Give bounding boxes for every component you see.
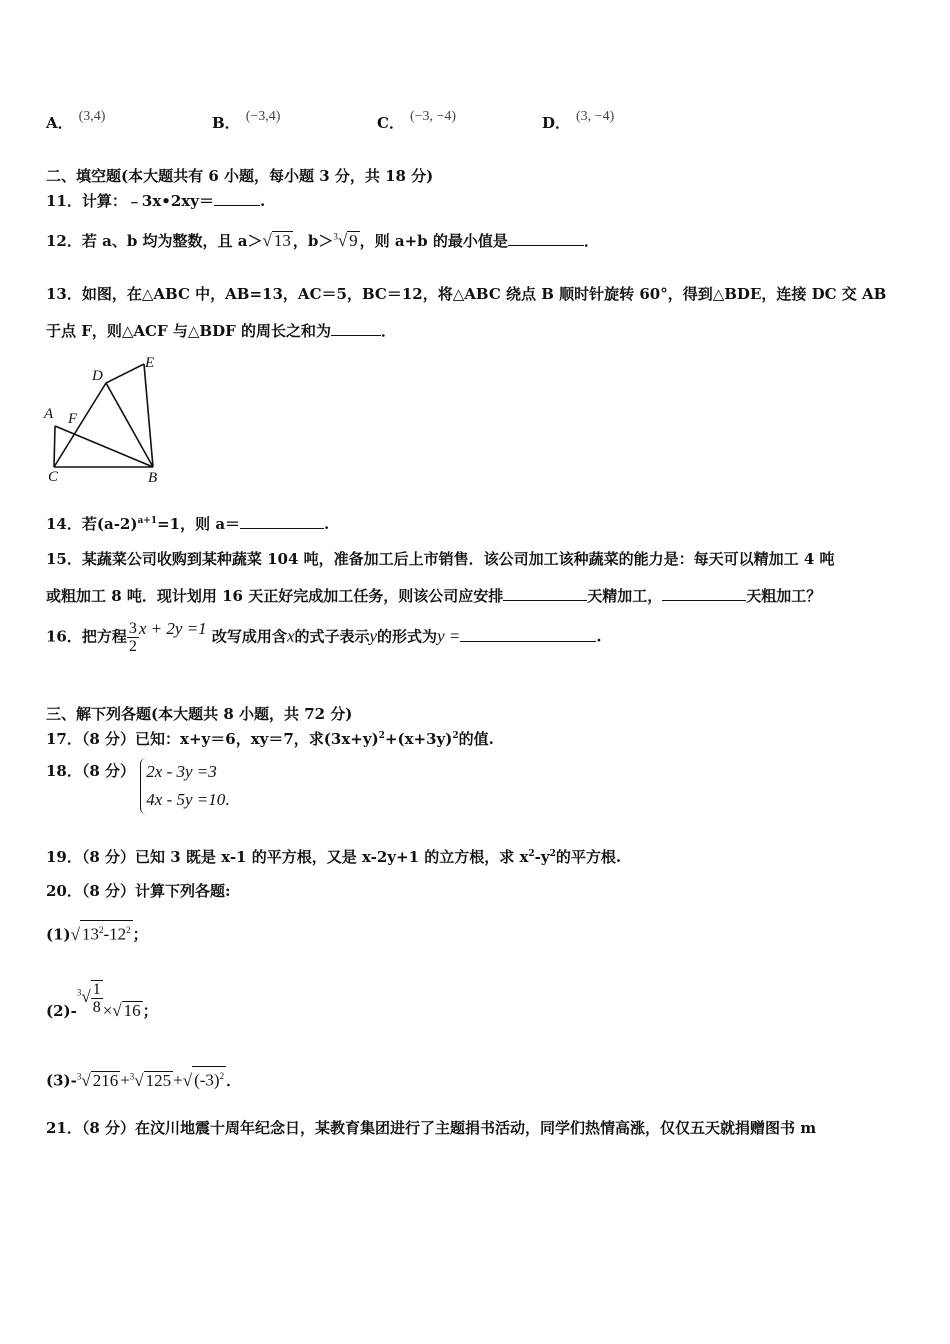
q18-equation-2: 4x - 5y =10 xyxy=(146,790,226,809)
q17-exponent-2: 2 xyxy=(452,731,459,741)
q14-end: . xyxy=(324,515,330,533)
question-19 xyxy=(46,846,621,867)
q12-text3: ，则 a+b 的最小值是 xyxy=(359,232,508,250)
q12-cbrt: $^3$√ 9 xyxy=(333,231,358,250)
q20-p2-denominator: 8 xyxy=(92,999,101,1016)
q12-end: ． xyxy=(583,232,599,250)
q14-exponent: a+1 xyxy=(137,516,158,526)
segment-de xyxy=(106,364,144,383)
option-a xyxy=(46,109,106,133)
q20-p3-plus-2: + xyxy=(173,1070,183,1090)
q17-score: （8 分） xyxy=(81,730,136,748)
q16-x-variable: x xyxy=(286,626,295,646)
q20-p2-root-index: 3 xyxy=(76,987,82,998)
q21-score: （8 分） xyxy=(81,1119,136,1137)
q20-p3-cbrt-2: $^3$√ 125 xyxy=(129,1070,172,1090)
question-12 xyxy=(46,230,599,251)
q16-fraction-denominator: 2 xyxy=(128,638,137,655)
q20-p3-root-index-2: 3 xyxy=(129,1071,135,1081)
q11-answer-blank xyxy=(214,191,260,206)
q12-text2: ，b＞ xyxy=(292,232,334,250)
q15-number: 15． xyxy=(46,550,82,568)
q17-number: 17． xyxy=(46,730,82,748)
q16-end: . xyxy=(596,627,602,646)
q17-mid: +(x+3y) xyxy=(384,730,453,748)
q20-p3-radical xyxy=(192,1066,226,1090)
q12-sqrt: √ 13 xyxy=(262,231,291,250)
question-21 xyxy=(46,1117,816,1138)
q18-equation-1: 2x - 3y =3 xyxy=(146,762,217,781)
option-b-value: (−3,4) xyxy=(245,109,281,124)
option-a-letter: A． xyxy=(46,114,73,132)
q20-p3-radicand-1: 216 xyxy=(92,1070,119,1090)
q15-text-line2c: 天粗加工？ xyxy=(746,587,822,605)
q13-end: ． xyxy=(380,322,396,340)
q12-root-index: 3 xyxy=(333,231,338,242)
q14-prefix: 若(a-2) xyxy=(81,515,138,533)
q11-prefix: 计算： xyxy=(81,192,127,210)
q17-exponent-1: 2 xyxy=(378,731,385,741)
label-b: B xyxy=(148,470,158,485)
q13-text-line1: 如图，在△ABC 中，AB=13，AC＝5，BC＝12，将△ABC 绕点 B 顺时针旋转 60°，得到△BDE，连接 DC 交 AB xyxy=(81,285,887,303)
q18-equation-system xyxy=(140,758,229,814)
q18-end: . xyxy=(225,790,230,809)
q20-p1-label: (1) xyxy=(46,925,71,944)
question-16 xyxy=(46,620,602,655)
q14-mid: =1，则 a＝ xyxy=(157,515,241,533)
q20-p3-exponent: 2 xyxy=(219,1071,225,1081)
question-17 xyxy=(46,728,494,749)
q20-part-3 xyxy=(46,1066,241,1091)
q20-p3-end: ． xyxy=(226,1071,242,1090)
q20-part-2 xyxy=(46,980,158,1020)
option-b-letter: B． xyxy=(212,114,240,132)
q21-number: 21． xyxy=(46,1119,82,1137)
q20-p3-root-index-1: 3 xyxy=(76,1071,82,1081)
label-f: F xyxy=(68,411,78,427)
segment-dc xyxy=(54,383,106,467)
q13-text-line2: 于点 F，则△ACF 与△BDF 的周长之和为 xyxy=(46,322,331,340)
question-13-line1 xyxy=(46,283,886,304)
segment-eb xyxy=(144,364,153,467)
q16-fraction-numerator: 3 xyxy=(128,620,137,637)
q12-text1: 若 a、b 均为整数，且 a＞ xyxy=(81,232,263,250)
q16-text3: 的形式为 xyxy=(377,627,438,646)
q15-text-line2b: 天精加工， xyxy=(587,587,663,605)
q16-fraction xyxy=(127,620,139,655)
q14-answer-blank xyxy=(240,514,324,529)
q16-answer-blank xyxy=(460,627,596,642)
q20-p3-radicand-3: (-3) xyxy=(194,1070,220,1090)
option-c-letter: C． xyxy=(377,114,404,132)
q19-number: 19． xyxy=(46,848,82,866)
q20-p2-radicand: 16 xyxy=(123,1000,141,1020)
q20-p3-radicand-2: 125 xyxy=(145,1070,172,1090)
option-c-value: (−3, −4) xyxy=(409,109,457,124)
q19-exponent-2: 2 xyxy=(549,849,556,859)
option-d-letter: D． xyxy=(542,114,571,132)
question-20 xyxy=(46,880,231,901)
q12-radicand-2: 9 xyxy=(349,231,358,250)
q15-answer-blank-1 xyxy=(503,586,587,601)
q16-text2: 的式子表示 xyxy=(294,627,370,646)
q20-p1-exp-1: 2 xyxy=(98,925,104,935)
q16-equation: x + 2y =1 xyxy=(138,618,207,638)
q20-p3-cbrt-1: $^3$√ 216 xyxy=(76,1070,119,1090)
q20-score: （8 分） xyxy=(81,882,136,900)
q16-prefix: 把方程 xyxy=(81,627,127,646)
q19-text: 已知 3 既是 x-1 的平方根，又是 x-2y+1 的立方根，求 x xyxy=(135,848,529,866)
q11-expr: ﹣3x•2xy＝ xyxy=(126,192,214,210)
q20-p3-label: (3)- xyxy=(46,1071,77,1090)
q19-score: （8 分） xyxy=(81,848,136,866)
q16-text: 改写成用含 xyxy=(211,627,287,646)
q13-triangle-figure xyxy=(40,350,170,485)
q13-number: 13． xyxy=(46,285,82,303)
option-d xyxy=(542,109,615,133)
q20-p1-mid: -12 xyxy=(103,924,127,944)
q20-part-1 xyxy=(46,920,148,945)
label-c: C xyxy=(48,469,59,485)
section3-heading: 三、解下列各题(本大题共 8 小题，共 72 分) xyxy=(46,705,353,723)
question-14 xyxy=(46,513,329,534)
q20-p1-exp-2: 2 xyxy=(126,925,131,935)
q20-p3-plus-1: + xyxy=(120,1070,130,1090)
q20-p2-cbrt: $^3$√ $\frac{1}{8}$ xyxy=(76,981,101,1016)
option-a-value: (3,4) xyxy=(78,109,106,124)
question-18 xyxy=(46,758,230,814)
q15-answer-blank-2 xyxy=(662,586,746,601)
q20-number: 20． xyxy=(46,882,82,900)
question-15-line2 xyxy=(46,585,821,606)
q14-number: 14． xyxy=(46,515,82,533)
q11-number: 11． xyxy=(46,192,82,210)
q19-exponent-1: 2 xyxy=(528,849,535,859)
segment-ca xyxy=(54,426,55,467)
q19-mid: -y xyxy=(534,848,550,866)
q20-p2-fraction xyxy=(91,980,103,1016)
q21-text: 在汶川地震十周年纪念日，某教育集团进行了主题捐书活动，同学们热情高涨，仅仅五天就捐赠图书 m xyxy=(135,1119,817,1137)
q11-end: . xyxy=(259,192,266,210)
q20-p1-radicand: 13 xyxy=(81,924,99,944)
q15-text-line1: 某蔬菜公司收购到某种蔬菜 104 吨，准备加工后上市销售．该公司加工该种蔬菜的能力是：每天可以精加工 4 吨 xyxy=(81,550,835,568)
q20-p1-sqrt: √ $13^2-12^2$ xyxy=(71,925,133,944)
q20-p2-label: (2)- xyxy=(46,1001,77,1020)
question-11 xyxy=(46,190,265,211)
q20-p2-numerator: 1 xyxy=(92,981,101,998)
option-b xyxy=(212,109,281,133)
q16-y-equals: y = xyxy=(437,626,461,646)
label-a: A xyxy=(44,406,54,422)
segment-bd xyxy=(106,383,153,467)
q15-text-line2a: 或粗加工 8 吨．现计划用 16 天正好完成加工任务，则该公司应安排 xyxy=(46,587,504,605)
q20-p3-sqrt: √ $(-3)^2$ xyxy=(183,1071,226,1090)
segment-ab xyxy=(55,426,153,467)
q20-text: 计算下列各题: xyxy=(135,882,231,900)
q18-number: 18． xyxy=(46,762,82,780)
q20-p1-end: ； xyxy=(132,925,148,944)
question-13-line2 xyxy=(46,320,396,341)
q13-answer-blank xyxy=(331,321,381,336)
q18-score: （8 分） xyxy=(81,762,136,780)
label-e: E xyxy=(145,355,155,371)
section2-heading: 二、填空题(本大题共有 6 小题，每小题 3 分，共 18 分) xyxy=(46,167,434,185)
option-c xyxy=(377,109,457,133)
q16-number: 16． xyxy=(46,627,82,646)
q17-end: 的值. xyxy=(458,730,494,748)
q20-p2-sqrt: √ 16 xyxy=(112,1000,141,1020)
q20-p2-times: × xyxy=(102,1000,113,1020)
q17-text: 已知：x+y＝6，xy＝7，求(3x+y) xyxy=(135,730,379,748)
q16-y-variable: y xyxy=(369,626,378,646)
q20-p2-end: ； xyxy=(142,1001,158,1020)
option-d-value: (3, −4) xyxy=(576,109,615,124)
question-15-line1 xyxy=(46,548,835,569)
q12-number: 12． xyxy=(46,232,82,250)
q12-radicand-1: 13 xyxy=(273,231,291,250)
q20-p1-radical xyxy=(80,920,133,944)
q19-end: 的平方根. xyxy=(555,848,622,866)
q12-answer-blank xyxy=(508,231,584,246)
label-d: D xyxy=(92,368,103,384)
